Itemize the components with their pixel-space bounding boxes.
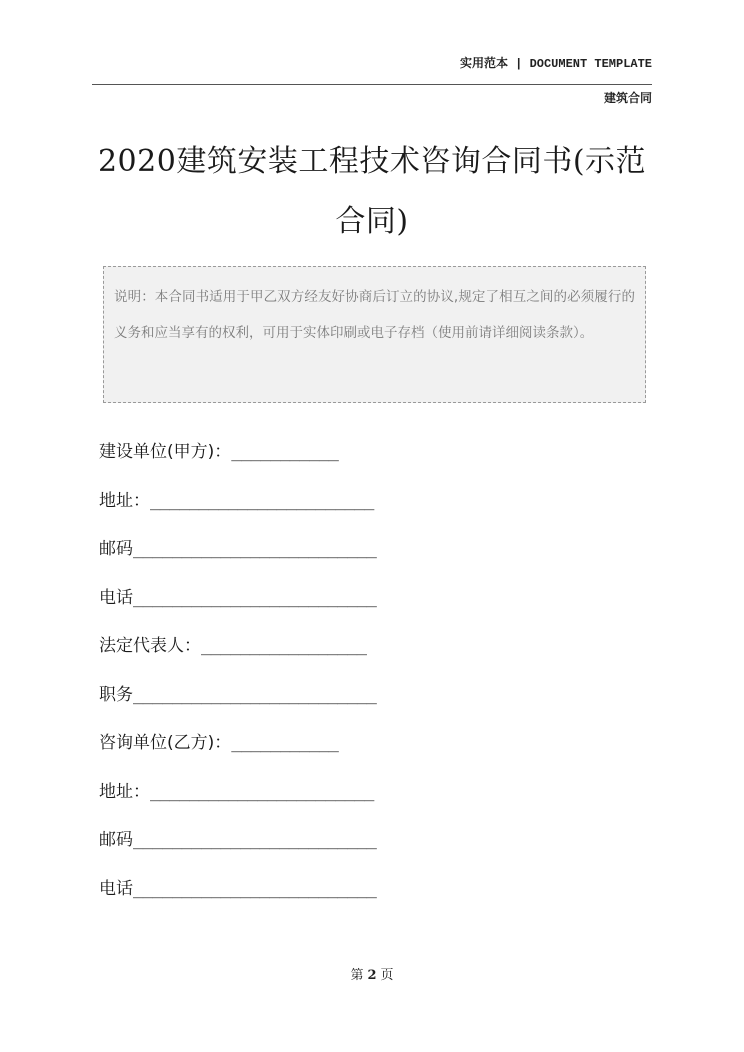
header-document-template: 实用范本 | DOCUMENT TEMPLATE: [459, 57, 652, 71]
field-party-a-address[interactable]: [99, 481, 659, 530]
field-label: 电话: [99, 878, 133, 899]
field-label: 建设单位(甲方)：: [99, 442, 232, 462]
field-label: 邮码: [99, 830, 133, 850]
field-blank-line[interactable]: _________________: [201, 636, 367, 656]
field-party-a-phone[interactable]: [99, 578, 659, 627]
field-label: 邮码: [99, 539, 133, 559]
field-label: 地址：: [99, 781, 150, 802]
page-number: 2: [367, 968, 377, 983]
field-label: 电话: [99, 587, 133, 608]
field-blank-line[interactable]: _______________________: [150, 781, 374, 802]
field-party-b-unit[interactable]: [99, 723, 659, 772]
field-blank-line[interactable]: ___________: [231, 733, 339, 753]
document-title: 2020建筑安装工程技术咨询合同书(示范合同): [97, 144, 647, 239]
field-blank-line[interactable]: _________________________: [133, 587, 377, 608]
header-category: 建筑合同: [603, 91, 652, 105]
field-party-b-address[interactable]: [99, 772, 659, 821]
field-blank-line[interactable]: _________________________: [133, 539, 377, 559]
field-party-a-legal-rep[interactable]: [99, 626, 659, 675]
field-blank-line[interactable]: _________________________: [133, 878, 377, 899]
field-party-a-unit[interactable]: [99, 432, 659, 481]
field-blank-line[interactable]: _________________________: [133, 684, 377, 705]
footer-prefix: 第: [350, 968, 364, 983]
field-blank-line[interactable]: ___________: [231, 442, 339, 462]
field-party-a-postcode[interactable]: [99, 529, 659, 578]
field-party-b-phone[interactable]: [99, 869, 659, 918]
field-label: 地址：: [99, 490, 150, 511]
field-blank-line[interactable]: _________________________: [133, 830, 377, 850]
header-divider: [92, 84, 652, 85]
party-info-fields: [99, 432, 659, 917]
field-party-b-postcode[interactable]: [99, 820, 659, 869]
field-label: 职务: [99, 684, 133, 705]
footer-suffix: 页: [380, 968, 394, 983]
field-label: 咨询单位(乙方)：: [99, 733, 232, 753]
instruction-note-box: 说明：本合同书适用于甲乙双方经友好协商后订立的协议,规定了相互之间的必须履行的义务和应当享有的权利，可用于实体印刷或电子存档（使用前请详细阅读条款）。: [103, 266, 646, 403]
field-party-a-position[interactable]: [99, 675, 659, 724]
field-blank-line[interactable]: _______________________: [150, 490, 374, 511]
page-footer: [0, 964, 744, 983]
field-label: 法定代表人：: [99, 636, 201, 656]
